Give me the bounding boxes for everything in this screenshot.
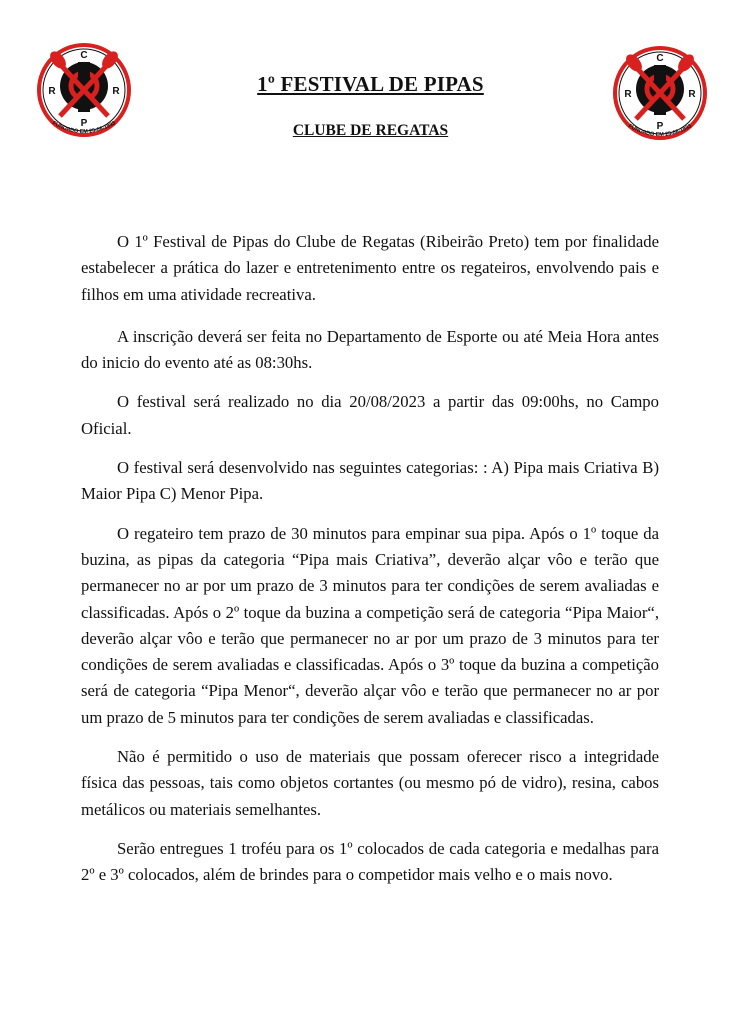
document-body	[81, 229, 659, 902]
paragraph-date-location: O festival será realizado no dia 20/08/2023 a partir das 09:00hs, no Campo Oficial.	[81, 392, 659, 438]
svg-text:R: R	[624, 89, 632, 100]
svg-text:FUNDADO EM 25-08-1933: FUNDADO EM 25-08-1933	[627, 123, 693, 139]
svg-text:P: P	[80, 118, 88, 129]
paragraph-registration: A inscrição deverá ser feita no Departamento de Esporte ou até Meia Hora antes do inicio do evento até as 08:30hs.	[81, 326, 659, 373]
svg-text:R: R	[112, 86, 120, 97]
document-subtitle: CLUBE DE REGATAS	[292, 122, 449, 139]
paragraph-categories: O festival será desenvolvido nas seguintes categorias: : A) Pipa mais Criativa B) Maior Pipa C) Menor Pipa.	[81, 458, 659, 504]
document-title: 1º FESTIVAL DE PIPAS	[257, 72, 484, 96]
svg-text:P: P	[656, 121, 664, 132]
paragraph-rules: O regateiro tem prazo de 30 minutos para empinar sua pipa. Após o 1º toque da buzina, as pipas da categoria “Pipa mais Criativa”, deverão alçar vôo e terão que permanecer no ar por um prazo de 3 minutos para ter condições de serem avaliadas e classificadas. Após o 2º toque da buzina a competição será de categoria “Pipa Maior“, deverão alçar vôo e terão que permanecer no ar por um prazo de 3 minutos para ter condições de serem avaliadas e classificadas. Após o 3º toque da buzina a competição será de categoria “Pipa Menor“, deverão alçar vôo e terão que permanecer no ar por um prazo de 5 minutos para ter condições de serem avaliadas e classificadas.	[81, 523, 659, 727]
svg-text:C: C	[656, 53, 664, 64]
paragraph-safety: Não é permitido o uso de materiais que possam oferecer risco a integridade física das pessoas, tais como objetos cortantes (ou mesmo pó de vidro), resina, cabos metálicos ou materiais semelhantes.	[81, 747, 659, 819]
paragraph-awards: Serão entregues 1 troféu para os 1º colocados de cada categoria e medalhas para 2º e 3º colocados, além de brindes para o competidor mais velho e o mais novo.	[81, 838, 659, 885]
paragraph-purpose: O 1º Festival de Pipas do Clube de Regatas (Ribeirão Preto) tem por finalidade estabelecer a prática do lazer e entretenimento entre os regateiros, envolvendo pais e filhos em uma atividade recreativa.	[81, 232, 659, 304]
svg-text:R: R	[48, 86, 56, 97]
svg-text:C: C	[80, 50, 88, 61]
svg-text:FUNDADO EM 25-08-1933: FUNDADO EM 25-08-1933	[51, 120, 117, 136]
svg-text:R: R	[688, 89, 696, 100]
